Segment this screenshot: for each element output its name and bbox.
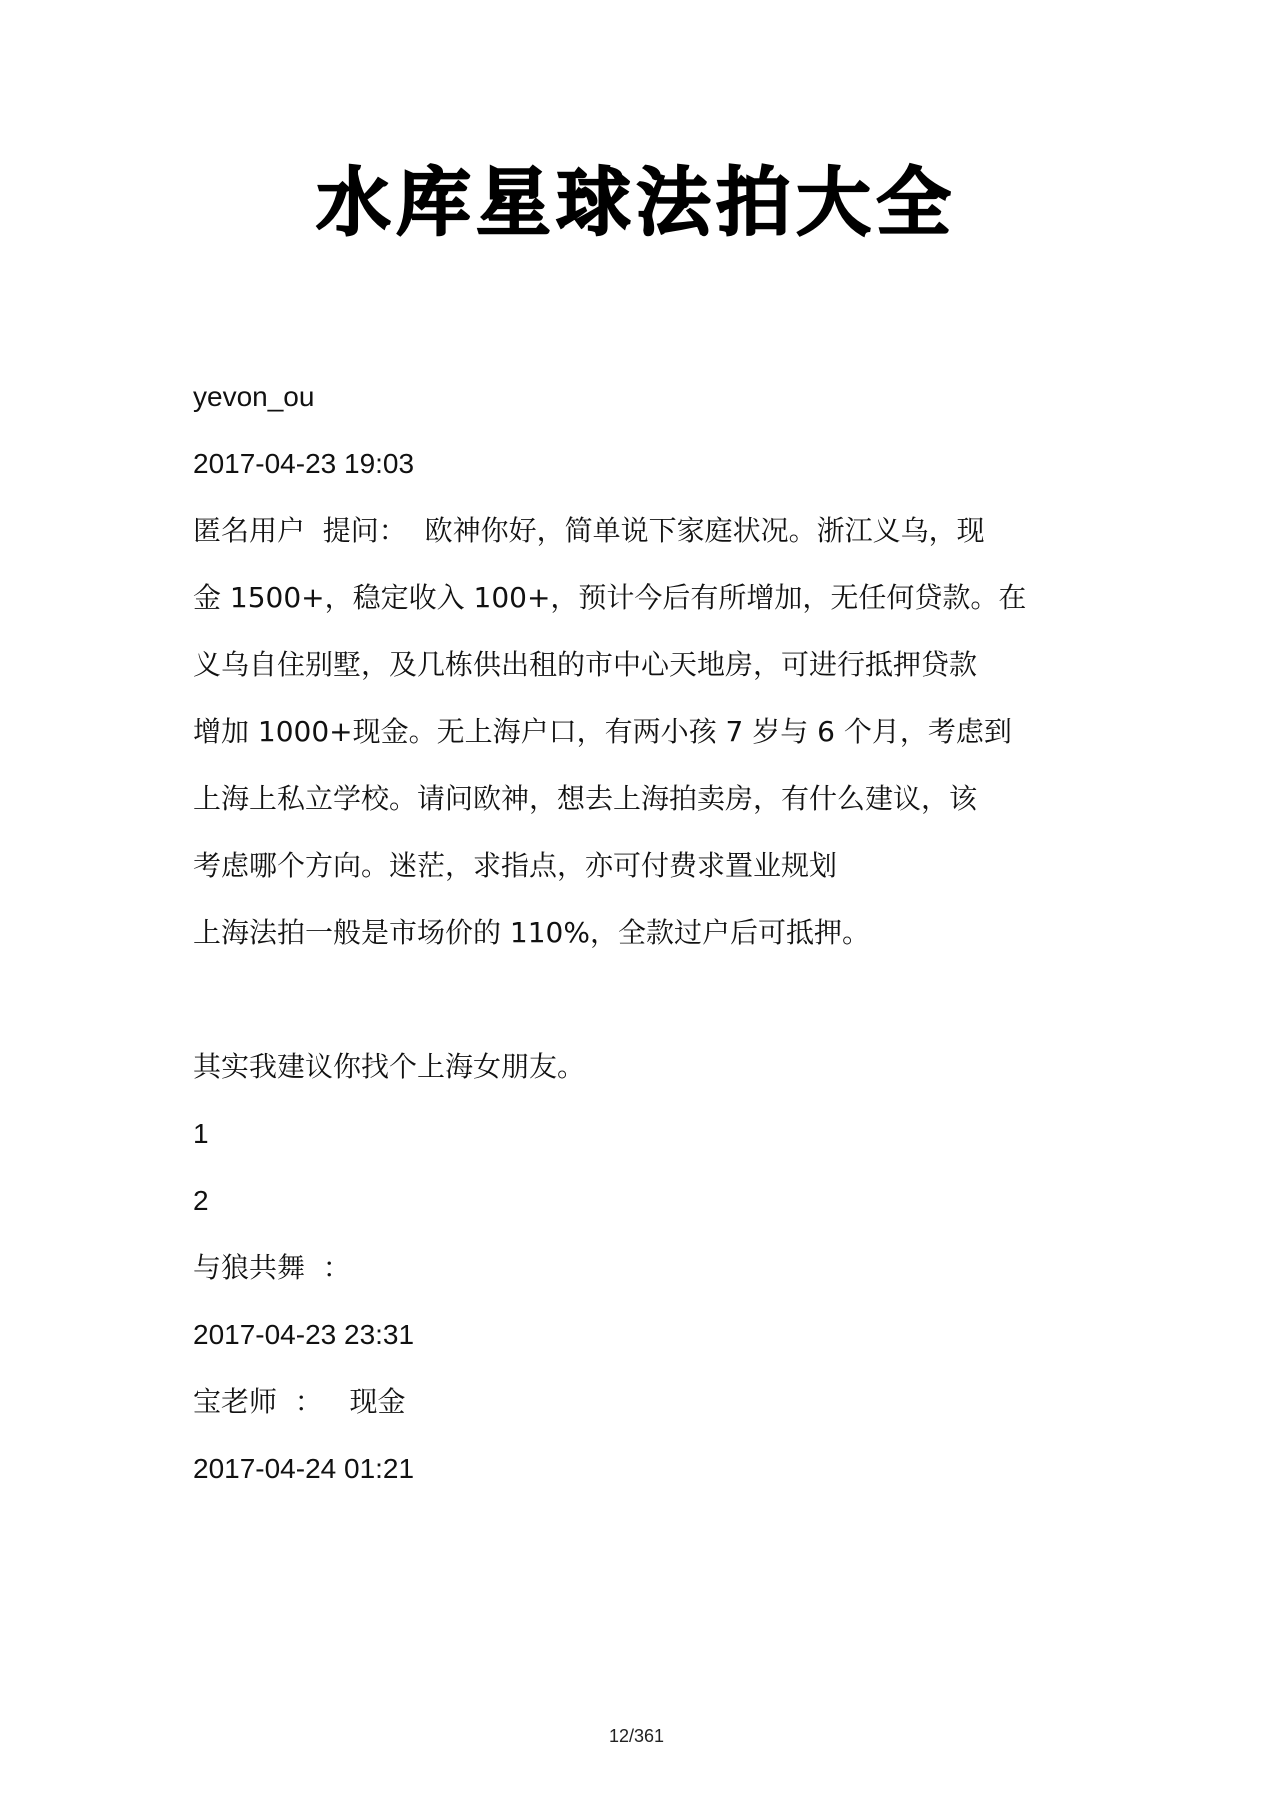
question-line: 金 1500+，稳定收入 100+，预计今后有所增加，无任何贷款。在 bbox=[193, 581, 1027, 614]
post-timestamp: 2017-04-23 19:03 bbox=[193, 448, 415, 479]
question-line: 增加 1000+现金。无上海户口，有两小孩 7 岁与 6 个月，考虑到 bbox=[193, 715, 1012, 748]
comment-timestamp: 2017-04-23 23:31 bbox=[193, 1319, 415, 1350]
answer-line: 其实我建议你找个上海女朋友。 bbox=[193, 1050, 586, 1083]
document-body bbox=[193, 363, 1093, 1502]
comment-author: 与狼共舞 ： bbox=[193, 1251, 351, 1284]
answer-line: 上海法拍一般是市场价的 110%，全款过户后可抵押。 bbox=[193, 916, 870, 949]
page-number: 12/361 bbox=[608, 1726, 665, 1746]
list-number: 2 bbox=[193, 1185, 209, 1216]
question-line: 上海上私立学校。请问欧神，想去上海拍卖房，有什么建议，该 bbox=[193, 782, 978, 815]
paragraph-spacer bbox=[193, 966, 1093, 1033]
comment-author: 宝老师 ： 现金 bbox=[193, 1385, 406, 1418]
question-line: 义乌自住别墅，及几栋供出租的市中心天地房，可进行抵押贷款 bbox=[193, 648, 978, 681]
comment-timestamp: 2017-04-24 01:21 bbox=[193, 1453, 415, 1484]
document-title: 水库星球法拍大全 bbox=[316, 160, 957, 246]
question-line: 匿名用户 提问： 欧神你好，简单说下家庭状况。浙江义乌，现 bbox=[193, 514, 985, 547]
author-name: yevon_ou bbox=[193, 381, 315, 412]
question-line: 考虑哪个方向。迷茫，求指点，亦可付费求置业规划 bbox=[193, 849, 838, 882]
list-number: 1 bbox=[193, 1118, 209, 1149]
